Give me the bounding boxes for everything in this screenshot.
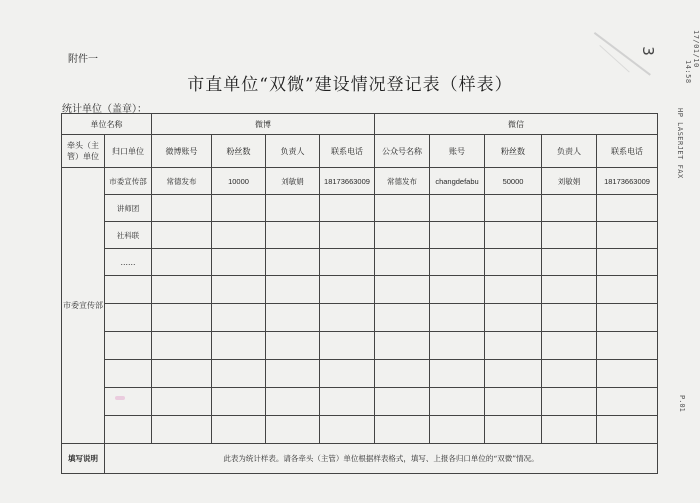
wx-account-cell [430, 222, 485, 249]
weibo-header: 微博 [152, 114, 375, 135]
wx-name-cell [375, 276, 430, 304]
sub-unit-cell [105, 416, 152, 444]
wx-account-cell [430, 304, 485, 332]
handwritten-mark: 3 [638, 46, 657, 56]
wx-fans-header: 粉丝数 [485, 135, 542, 168]
weibo-owner-cell: 刘敏娟 [266, 168, 320, 195]
wx-owner-cell [542, 249, 597, 276]
wx-fans-cell [485, 388, 542, 416]
weibo-owner-cell [266, 416, 320, 444]
weibo-owner-cell [266, 304, 320, 332]
weibo-owner-cell [266, 388, 320, 416]
attachment-label: 附件一 [68, 54, 98, 65]
wx-phone-cell [597, 276, 658, 304]
weibo-fans-cell [212, 388, 266, 416]
lead-unit-cell: 市委宣传部 [62, 168, 105, 444]
wx-account-cell [430, 360, 485, 388]
fax-time: 14:58 [684, 60, 692, 84]
weibo-phone-cell [320, 195, 375, 222]
wx-account-cell [430, 332, 485, 360]
sub-unit-cell: 市委宣传部 [105, 168, 152, 195]
weibo-phone-cell [320, 304, 375, 332]
weibo-fans-cell [212, 332, 266, 360]
table-row [62, 416, 658, 444]
weibo-fans-cell [212, 249, 266, 276]
fax-header [676, 30, 700, 179]
weibo-account-cell [152, 388, 212, 416]
weibo-account-cell [152, 195, 212, 222]
wx-phone-cell [597, 304, 658, 332]
weibo-fans-header: 粉丝数 [212, 135, 266, 168]
fax-device: HP LASERJET FAX [676, 108, 684, 179]
weibo-phone-header: 联系电话 [320, 135, 375, 168]
wx-phone-cell: 18173663009 [597, 168, 658, 195]
weibo-phone-cell [320, 276, 375, 304]
document-title: 市直单位“双微”建设情况登记表（样表） [187, 75, 513, 95]
weibo-owner-cell [266, 332, 320, 360]
table-row [62, 360, 658, 388]
wx-phone-cell [597, 416, 658, 444]
sub-unit-cell [105, 360, 152, 388]
table-row [62, 222, 658, 249]
wx-name-cell [375, 388, 430, 416]
note-label: 填写说明 [62, 444, 105, 474]
stat-unit-label: 统计单位（盖章）： [62, 104, 147, 115]
weibo-owner-header: 负责人 [266, 135, 320, 168]
weibo-owner-cell [266, 360, 320, 388]
table-row [62, 276, 658, 304]
weixin-header: 微信 [375, 114, 658, 135]
weibo-fans-cell [212, 222, 266, 249]
weibo-phone-cell [320, 416, 375, 444]
sub-unit-cell: 讲师团 [105, 195, 152, 222]
wx-name-cell [375, 304, 430, 332]
weibo-phone-cell [320, 222, 375, 249]
table-row [62, 332, 658, 360]
table-column-header-row [62, 135, 658, 168]
table-row [62, 195, 658, 222]
wx-account-cell [430, 249, 485, 276]
sub-unit-cell [105, 276, 152, 304]
wx-name-cell [375, 360, 430, 388]
note-text: 此表为统计样表。请各牵头（主管）单位根据样表格式，填写、上报各归口单位的“双微”情况。 [105, 444, 658, 474]
wx-owner-cell [542, 360, 597, 388]
wx-phone-cell [597, 195, 658, 222]
fax-page-number: P.01 [678, 395, 686, 412]
wx-account-cell [430, 195, 485, 222]
weibo-account-cell [152, 304, 212, 332]
wx-fans-cell [485, 195, 542, 222]
wx-owner-cell: 刘敏娟 [542, 168, 597, 195]
wx-name-header: 公众号名称 [375, 135, 430, 168]
wx-phone-cell [597, 388, 658, 416]
sub-unit-cell [105, 388, 152, 416]
sub-unit-cell [105, 304, 152, 332]
table-group-header-row [62, 114, 658, 135]
table-row [62, 388, 658, 416]
wx-owner-header: 负责人 [542, 135, 597, 168]
table-row [62, 168, 658, 195]
sub-unit-header: 归口单位 [105, 135, 152, 168]
wx-fans-cell [485, 360, 542, 388]
weibo-owner-cell [266, 249, 320, 276]
weibo-account-cell: 常德发布 [152, 168, 212, 195]
fax-date: 17/01/10 [692, 30, 700, 68]
lead-unit-header: 牵头（主管）单位 [62, 135, 105, 168]
weibo-account-cell [152, 222, 212, 249]
wx-account-cell [430, 276, 485, 304]
wx-account-cell [430, 416, 485, 444]
table-row [62, 249, 658, 276]
weibo-fans-cell [212, 304, 266, 332]
wx-fans-cell [485, 332, 542, 360]
wx-owner-cell [542, 276, 597, 304]
weibo-account-cell [152, 276, 212, 304]
wx-phone-cell [597, 360, 658, 388]
wx-owner-cell [542, 195, 597, 222]
wx-account-cell: changdefabu [430, 168, 485, 195]
weibo-account-cell [152, 249, 212, 276]
ink-smudge [115, 396, 125, 400]
sub-unit-cell: …… [105, 249, 152, 276]
wx-owner-cell [542, 304, 597, 332]
weibo-owner-cell [266, 222, 320, 249]
wx-name-cell [375, 222, 430, 249]
weibo-fans-cell: 10000 [212, 168, 266, 195]
weibo-fans-cell [212, 360, 266, 388]
weibo-account-cell [152, 360, 212, 388]
weibo-phone-cell [320, 332, 375, 360]
registration-table [61, 113, 658, 474]
sub-unit-cell: 社科联 [105, 222, 152, 249]
weibo-fans-cell [212, 195, 266, 222]
wx-name-cell [375, 195, 430, 222]
wx-owner-cell [542, 332, 597, 360]
wx-account-header: 账号 [430, 135, 485, 168]
weibo-phone-cell [320, 249, 375, 276]
wx-phone-cell [597, 222, 658, 249]
wx-fans-cell [485, 249, 542, 276]
table-row [62, 304, 658, 332]
weibo-account-cell [152, 332, 212, 360]
weibo-owner-cell [266, 195, 320, 222]
weibo-account-header: 微博账号 [152, 135, 212, 168]
wx-phone-header: 联系电话 [597, 135, 658, 168]
wx-account-cell [430, 388, 485, 416]
weibo-owner-cell [266, 276, 320, 304]
unit-name-header: 单位名称 [62, 114, 152, 135]
wx-phone-cell [597, 249, 658, 276]
wx-name-cell [375, 332, 430, 360]
wx-name-cell: 常德发布 [375, 168, 430, 195]
wx-fans-cell [485, 416, 542, 444]
weibo-account-cell [152, 416, 212, 444]
weibo-fans-cell [212, 416, 266, 444]
wx-owner-cell [542, 388, 597, 416]
wx-owner-cell [542, 416, 597, 444]
wx-fans-cell [485, 222, 542, 249]
weibo-phone-cell [320, 388, 375, 416]
wx-name-cell [375, 249, 430, 276]
weibo-phone-cell: 18173663009 [320, 168, 375, 195]
wx-fans-cell [485, 304, 542, 332]
sub-unit-cell [105, 332, 152, 360]
wx-owner-cell [542, 222, 597, 249]
weibo-fans-cell [212, 276, 266, 304]
weibo-phone-cell [320, 360, 375, 388]
wx-phone-cell [597, 332, 658, 360]
wx-fans-cell: 50000 [485, 168, 542, 195]
wx-name-cell [375, 416, 430, 444]
wx-fans-cell [485, 276, 542, 304]
note-row [62, 444, 658, 474]
